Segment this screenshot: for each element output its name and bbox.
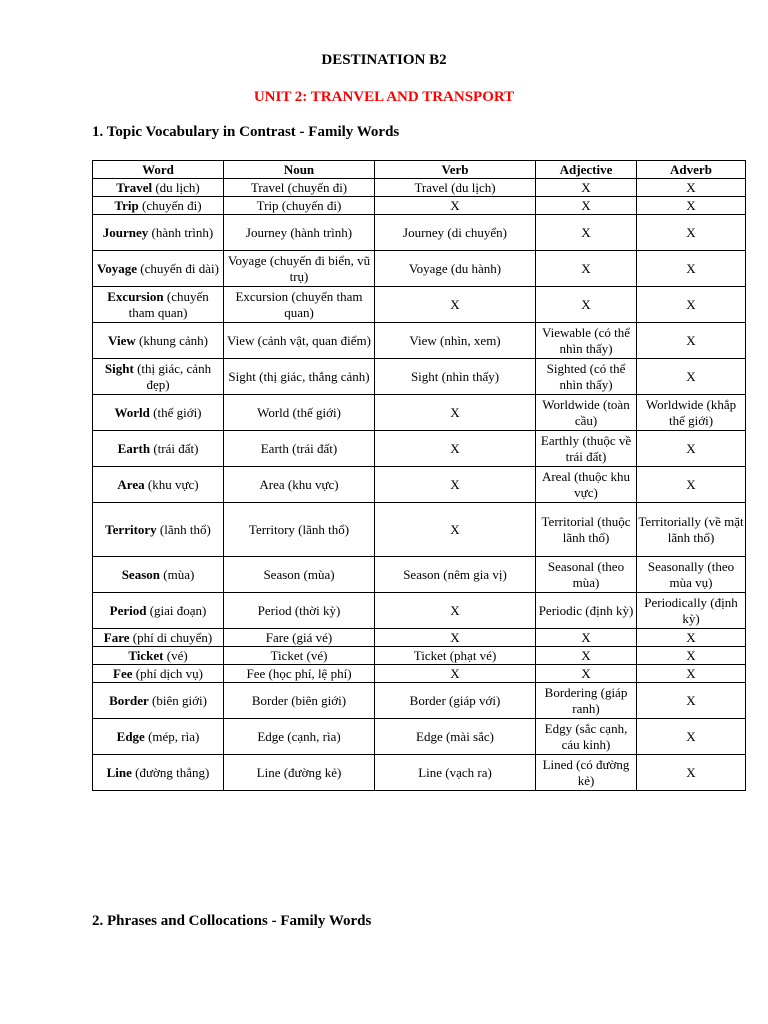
header-word: Word [93, 161, 224, 179]
noun-cell: Earth (trái đất) [224, 431, 375, 467]
table-row [93, 359, 746, 395]
noun-cell: View (cảnh vật, quan điểm) [224, 323, 375, 359]
verb-cell: View (nhìn, xem) [375, 323, 536, 359]
adjective-cell: Seasonal (theo mùa) [536, 557, 637, 593]
verb-cell: Journey (di chuyển) [375, 215, 536, 251]
word-cell [93, 215, 224, 251]
word-gloss: (mép, rìa) [148, 728, 200, 744]
word-term: Period [109, 602, 147, 618]
word-gloss: (phí di chuyển) [132, 629, 213, 645]
adverb-cell: X [637, 287, 746, 323]
table-body [93, 179, 746, 791]
adjective-cell: Territorial (thuộc lãnh thổ) [536, 503, 637, 557]
verb-cell: X [375, 593, 536, 629]
word-term: Fee [113, 665, 133, 681]
adverb-cell: X [637, 197, 746, 215]
adjective-cell: Lined (có đường kẻ) [536, 755, 637, 791]
adverb-cell: X [637, 467, 746, 503]
noun-cell: Voyage (chuyến đi biển, vũ trụ) [224, 251, 375, 287]
adjective-cell: X [536, 629, 637, 647]
adjective-cell: Edgy (sắc cạnh, cáu kỉnh) [536, 719, 637, 755]
adjective-cell: X [536, 251, 637, 287]
verb-cell: Ticket (phạt vé) [375, 647, 536, 665]
table-header-row [93, 161, 746, 179]
word-gloss: (khu vực) [147, 476, 199, 492]
adverb-cell: X [637, 431, 746, 467]
adverb-cell: Worldwide (khắp thế giới) [637, 395, 746, 431]
word-term: Season [121, 566, 160, 582]
noun-cell: Sight (thị giác, thắng cảnh) [224, 359, 375, 395]
table-row [93, 593, 746, 629]
adjective-cell: Areal (thuộc khu vực) [536, 467, 637, 503]
verb-cell: X [375, 395, 536, 431]
table-row [93, 287, 746, 323]
table-row [93, 665, 746, 683]
word-term: Area [117, 476, 145, 492]
table-row [93, 179, 746, 197]
verb-cell: X [375, 503, 536, 557]
word-cell [93, 287, 224, 323]
word-gloss: (thị giác, cảnh đẹp) [137, 360, 212, 392]
adverb-cell: X [637, 683, 746, 719]
adverb-cell: X [637, 629, 746, 647]
table-row [93, 395, 746, 431]
word-cell [93, 557, 224, 593]
adverb-cell: X [637, 665, 746, 683]
table-row [93, 323, 746, 359]
word-cell [93, 197, 224, 215]
table-row [93, 251, 746, 287]
document-title: DESTINATION B2 [321, 52, 447, 68]
noun-cell: Edge (cạnh, rìa) [224, 719, 375, 755]
word-term: View [108, 332, 136, 348]
adverb-cell: X [637, 647, 746, 665]
word-term: Voyage [97, 260, 137, 276]
word-cell [93, 647, 224, 665]
table-row [93, 629, 746, 647]
table-row [93, 683, 746, 719]
word-term: Territory [105, 521, 157, 537]
word-gloss: (thế giới) [153, 404, 202, 420]
word-term: Earth [117, 440, 151, 456]
vocabulary-table [92, 160, 746, 791]
word-cell [93, 179, 224, 197]
word-term: Border [109, 692, 149, 708]
word-cell [93, 359, 224, 395]
noun-cell: Ticket (vé) [224, 647, 375, 665]
table-row [93, 557, 746, 593]
table-row [93, 647, 746, 665]
noun-cell: Journey (hành trình) [224, 215, 375, 251]
noun-cell: Fare (giá vé) [224, 629, 375, 647]
word-term: Fare [103, 629, 130, 645]
word-gloss: (biên giới) [152, 692, 207, 708]
table-row [93, 197, 746, 215]
adverb-cell: X [637, 359, 746, 395]
adjective-cell: X [536, 647, 637, 665]
word-gloss: (du lịch) [155, 179, 200, 195]
word-gloss: (mùa) [163, 566, 195, 582]
header-verb: Verb [375, 161, 536, 179]
adjective-cell: X [536, 197, 637, 215]
adjective-cell: Earthly (thuộc về trái đất) [536, 431, 637, 467]
adjective-cell: Periodic (định kỳ) [536, 593, 637, 629]
word-cell [93, 251, 224, 287]
table-row [93, 467, 746, 503]
word-term: Ticket [128, 647, 164, 663]
verb-cell: X [375, 197, 536, 215]
verb-cell: X [375, 467, 536, 503]
table-row [93, 431, 746, 467]
word-gloss: (phí dịch vụ) [135, 665, 203, 681]
adverb-cell: Seasonally (theo mùa vụ) [637, 557, 746, 593]
adjective-cell: X [536, 287, 637, 323]
word-cell [93, 755, 224, 791]
word-gloss: (chuyến đi dài) [140, 260, 219, 276]
noun-cell: Period (thời kỳ) [224, 593, 375, 629]
header-adjective: Adjective [536, 161, 637, 179]
verb-cell: Voyage (du hành) [375, 251, 536, 287]
noun-cell: Excursion (chuyến tham quan) [224, 287, 375, 323]
section-2-heading: 2. Phrases and Collocations - Family Words [92, 913, 372, 929]
word-gloss: (hành trình) [151, 224, 214, 240]
word-term: Edge [116, 728, 145, 744]
header-adverb: Adverb [637, 161, 746, 179]
noun-cell: Trip (chuyến đi) [224, 197, 375, 215]
adverb-cell: X [637, 251, 746, 287]
noun-cell: Territory (lãnh thổ) [224, 503, 375, 557]
adjective-cell: Sighted (có thể nhìn thấy) [536, 359, 637, 395]
adjective-cell: Viewable (có thể nhìn thấy) [536, 323, 637, 359]
word-gloss: (trái đất) [153, 440, 199, 456]
adjective-cell: X [536, 179, 637, 197]
word-cell [93, 503, 224, 557]
table-row [93, 215, 746, 251]
word-gloss: (vé) [166, 647, 188, 663]
verb-cell: Sight (nhìn thấy) [375, 359, 536, 395]
table-row [93, 755, 746, 791]
word-gloss: (đường thẳng) [135, 764, 210, 780]
adverb-cell: X [637, 215, 746, 251]
verb-cell: Edge (mài sắc) [375, 719, 536, 755]
table-row [93, 503, 746, 557]
adjective-cell: Bordering (giáp ranh) [536, 683, 637, 719]
word-cell [93, 665, 224, 683]
word-term: Travel [116, 179, 153, 195]
verb-cell: X [375, 665, 536, 683]
section-1-heading: 1. Topic Vocabulary in Contrast - Family Words [92, 124, 400, 140]
word-term: Line [106, 764, 132, 780]
verb-cell: X [375, 629, 536, 647]
adverb-cell: X [637, 179, 746, 197]
adverb-cell: Periodically (định kỳ) [637, 593, 746, 629]
unit-heading: UNIT 2: TRANVEL AND TRANSPORT [253, 89, 515, 105]
adverb-cell: X [637, 323, 746, 359]
word-gloss: (lãnh thổ) [159, 521, 211, 537]
word-cell [93, 323, 224, 359]
verb-cell: Border (giáp với) [375, 683, 536, 719]
verb-cell: X [375, 287, 536, 323]
noun-cell: Line (đường kẻ) [224, 755, 375, 791]
header-noun: Noun [224, 161, 375, 179]
word-cell [93, 683, 224, 719]
noun-cell: Season (mùa) [224, 557, 375, 593]
word-cell [93, 395, 224, 431]
word-term: Sight [104, 360, 134, 376]
adverb-cell: X [637, 719, 746, 755]
word-cell [93, 629, 224, 647]
noun-cell: Fee (học phí, lệ phí) [224, 665, 375, 683]
adverb-cell: Territorially (về mặt lãnh thổ) [637, 503, 746, 557]
verb-cell: Travel (du lịch) [375, 179, 536, 197]
noun-cell: Area (khu vực) [224, 467, 375, 503]
verb-cell: X [375, 431, 536, 467]
word-cell [93, 593, 224, 629]
adjective-cell: Worldwide (toàn cầu) [536, 395, 637, 431]
word-gloss: (khung cảnh) [138, 332, 208, 348]
word-cell [93, 431, 224, 467]
word-term: Trip [114, 197, 139, 213]
word-term: World [114, 404, 150, 420]
word-gloss: (chuyến đi) [142, 197, 202, 213]
verb-cell: Line (vạch ra) [375, 755, 536, 791]
noun-cell: World (thế giới) [224, 395, 375, 431]
word-term: Journey [102, 224, 149, 240]
word-term: Excursion [107, 288, 164, 304]
word-cell [93, 467, 224, 503]
word-gloss: (giai đoạn) [149, 602, 207, 618]
adjective-cell: X [536, 215, 637, 251]
table-row [93, 719, 746, 755]
word-gloss: (chuyến tham quan) [128, 288, 209, 320]
noun-cell: Travel (chuyến đi) [224, 179, 375, 197]
adjective-cell: X [536, 665, 637, 683]
word-cell [93, 719, 224, 755]
noun-cell: Border (biên giới) [224, 683, 375, 719]
adverb-cell: X [637, 755, 746, 791]
verb-cell: Season (nêm gia vị) [375, 557, 536, 593]
